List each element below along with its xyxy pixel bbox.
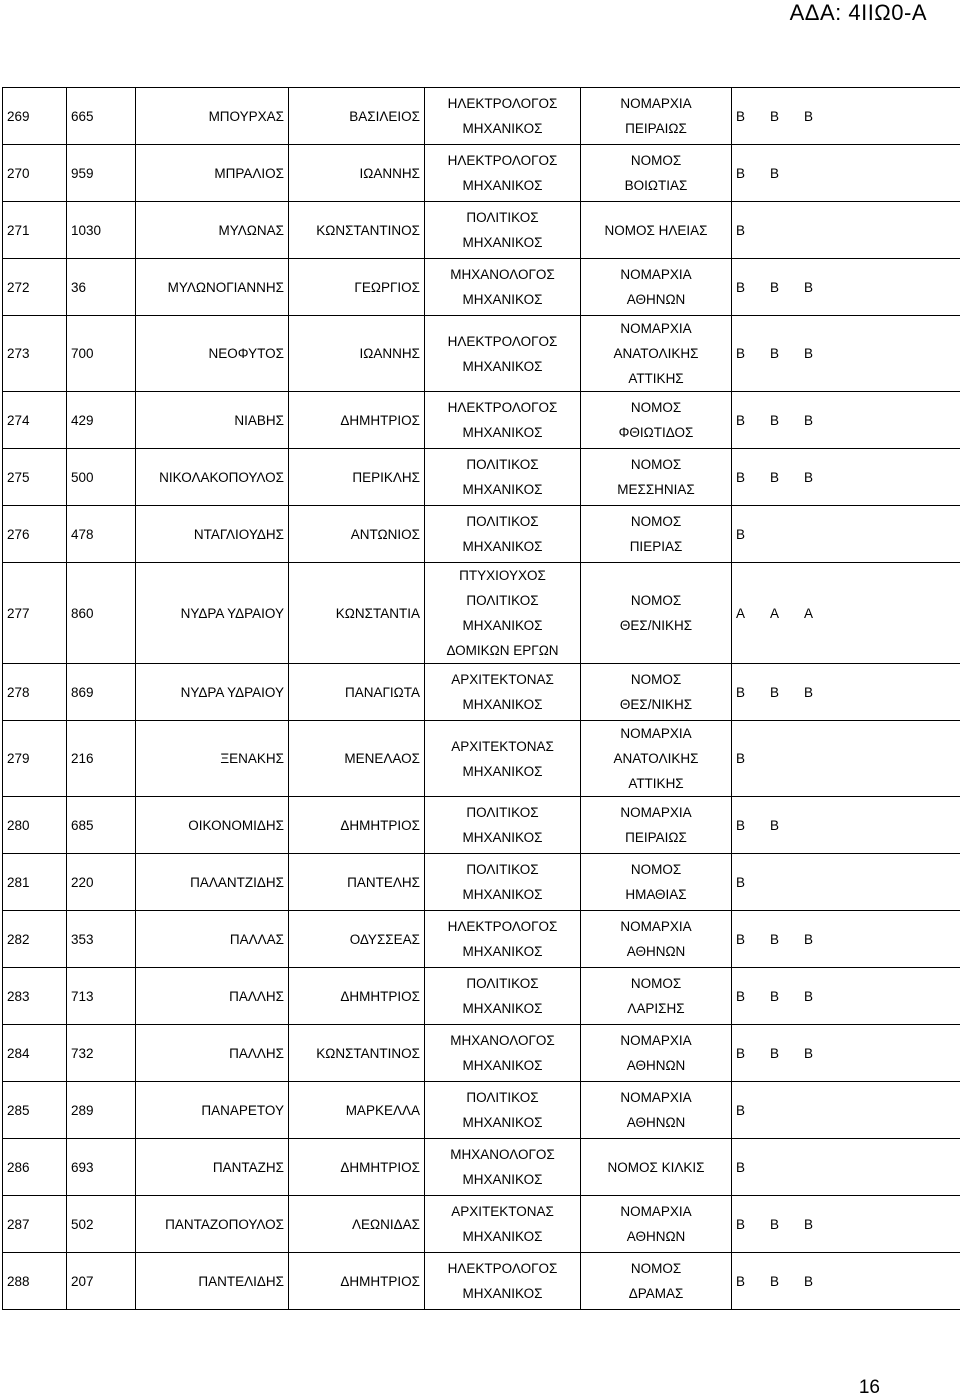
surname-cell: ΝΥΔΡΑ ΥΔΡΑΙΟΥ — [136, 664, 289, 721]
row-number: 280 — [3, 797, 67, 854]
specialty-line: ΠΟΛΙΤΙΚΟΣ — [466, 514, 539, 529]
grade-mark: Β — [804, 108, 814, 124]
grades-cell — [732, 854, 960, 911]
grade-mark: Β — [736, 526, 746, 542]
specialty-line: ΗΛΕΚΤΡΟΛΟΓΟΣ — [447, 96, 558, 111]
grade-mark: Β — [736, 279, 746, 295]
specialty-cell — [425, 664, 581, 721]
grade-mark: Α — [736, 605, 746, 621]
row-id: 713 — [67, 968, 136, 1025]
specialty-cell — [425, 316, 581, 392]
grades-cell — [732, 968, 960, 1025]
table-row — [3, 316, 960, 392]
region-line: ΝΟΜΑΡΧΙΑ — [620, 321, 692, 336]
row-id: 693 — [67, 1139, 136, 1196]
surname-cell: ΜΠΟΥΡΧΑΣ — [136, 88, 289, 145]
grades-cell — [732, 316, 960, 392]
grades-cell — [732, 1196, 960, 1253]
first-name-cell: ΙΩΑΝΝΗΣ — [289, 145, 425, 202]
grade-mark: Β — [804, 1273, 814, 1289]
first-name-cell: ΠΑΝΑΓΙΩΤΑ — [289, 664, 425, 721]
table-row — [3, 88, 960, 145]
specialty-line: ΗΛΕΚΤΡΟΛΟΓΟΣ — [447, 333, 558, 349]
first-name-cell: ΙΩΑΝΝΗΣ — [289, 316, 425, 392]
specialty-cell — [425, 854, 581, 911]
table-row — [3, 202, 960, 259]
specialty-cell — [425, 911, 581, 968]
grade-mark: Β — [804, 988, 814, 1004]
region-line: ΑΘΗΝΩΝ — [626, 1058, 686, 1073]
region-line: ΗΜΑΘΙΑΣ — [625, 887, 687, 902]
surname-cell: ΠΑΛΛΑΣ — [136, 911, 289, 968]
surname-cell: ΠΑΝΤΑΖΗΣ — [136, 1139, 289, 1196]
grade-mark: Β — [736, 1102, 746, 1118]
region-line: ΒΟΙΩΤΙΑΣ — [624, 178, 688, 193]
region-line: ΑΝΑΤΟΛΙΚΗΣ — [613, 346, 699, 361]
grades-cell — [732, 1082, 960, 1139]
region-line: ΝΟΜΑΡΧΙΑ — [620, 919, 692, 934]
row-number: 275 — [3, 449, 67, 506]
grade-mark: Β — [736, 469, 746, 485]
surname-cell: ΜΥΛΩΝΑΣ — [136, 202, 289, 259]
region-line: ΑΘΗΝΩΝ — [626, 1229, 686, 1244]
row-number: 285 — [3, 1082, 67, 1139]
specialty-line: ΠΟΛΙΤΙΚΟΣ — [466, 457, 539, 472]
grade-mark: Β — [736, 222, 746, 238]
specialty-line: ΠΟΛΙΤΙΚΟΣ — [466, 976, 539, 991]
table-row — [3, 392, 960, 449]
surname-cell: ΞΕΝΑΚΗΣ — [136, 721, 289, 797]
region-line: ΠΕΙΡΑΙΩΣ — [625, 121, 687, 136]
row-id: 1030 — [67, 202, 136, 259]
row-id: 289 — [67, 1082, 136, 1139]
grade-mark: Β — [770, 279, 780, 295]
grade-mark: Β — [736, 165, 746, 181]
specialty-cell — [425, 259, 581, 316]
first-name-cell: ΟΔΥΣΣΕΑΣ — [289, 911, 425, 968]
region-line: ΑΘΗΝΩΝ — [626, 292, 686, 307]
registry-table — [2, 87, 960, 1310]
row-number: 271 — [3, 202, 67, 259]
surname-cell: ΠΑΝΤΕΛΙΔΗΣ — [136, 1253, 289, 1310]
row-id: 36 — [67, 259, 136, 316]
specialty-cell — [425, 506, 581, 563]
grade-mark: Β — [736, 108, 746, 124]
region-line: ΑΝΑΤΟΛΙΚΗΣ — [613, 751, 699, 766]
row-number: 270 — [3, 145, 67, 202]
first-name-cell: ΠΑΝΤΕΛΗΣ — [289, 854, 425, 911]
first-name-cell: ΒΑΣΙΛΕΙΟΣ — [289, 88, 425, 145]
table-row — [3, 1253, 960, 1310]
grade-mark: Β — [736, 988, 746, 1004]
table-row — [3, 259, 960, 316]
specialty-line: ΜΗΧΑΝΙΚΟΣ — [462, 1229, 543, 1244]
surname-cell: ΠΑΛΛΗΣ — [136, 1025, 289, 1082]
grades-cell — [732, 797, 960, 854]
row-number: 288 — [3, 1253, 67, 1310]
table-row — [3, 1139, 960, 1196]
region-line: ΝΟΜΟΣ — [630, 976, 682, 991]
region-line: ΝΟΜΟΣ — [630, 400, 682, 415]
region-cell — [581, 449, 732, 506]
row-number: 272 — [3, 259, 67, 316]
specialty-cell — [425, 797, 581, 854]
grade-mark: Β — [804, 684, 814, 700]
specialty-line: ΜΗΧΑΝΟΛΟΓΟΣ — [450, 267, 555, 282]
specialty-line: ΜΗΧΑΝΙΚΟΣ — [462, 697, 543, 712]
region-cell — [581, 911, 732, 968]
grade-mark: Β — [804, 1216, 814, 1232]
region-line: ΛΑΡΙΣΗΣ — [627, 1001, 685, 1016]
specialty-line: ΜΗΧΑΝΙΚΟΣ — [462, 178, 543, 193]
grade-mark: Β — [736, 817, 746, 833]
row-number: 282 — [3, 911, 67, 968]
region-line: ΝΟΜΑΡΧΙΑ — [620, 805, 692, 820]
specialty-line: ΜΗΧΑΝΙΚΟΣ — [462, 1115, 543, 1130]
first-name-cell: ΚΩΝΣΤΑΝΤΙΑ — [289, 563, 425, 664]
first-name-cell: ΔΗΜΗΤΡΙΟΣ — [289, 797, 425, 854]
grades-cell — [732, 145, 960, 202]
specialty-line: ΠΤΥΧΙΟΥΧΟΣ — [459, 568, 546, 583]
region-cell — [581, 88, 732, 145]
row-id: 429 — [67, 392, 136, 449]
specialty-line: ΠΟΛΙΤΙΚΟΣ — [466, 862, 539, 877]
first-name-cell: ΚΩΝΣΤΑΝΤΙΝΟΣ — [289, 1025, 425, 1082]
surname-cell: ΜΥΛΩΝΟΓΙΑΝΝΗΣ — [136, 259, 289, 316]
grade-mark: Β — [736, 1273, 746, 1289]
specialty-cell — [425, 1196, 581, 1253]
table-row — [3, 1082, 960, 1139]
specialty-cell — [425, 1082, 581, 1139]
region-cell — [581, 797, 732, 854]
row-id: 220 — [67, 854, 136, 911]
row-number: 273 — [3, 316, 67, 392]
region-line: ΝΟΜΑΡΧΙΑ — [620, 1090, 692, 1105]
table-row — [3, 854, 960, 911]
specialty-line: ΗΛΕΚΤΡΟΛΟΓΟΣ — [447, 400, 558, 415]
specialty-cell — [425, 1025, 581, 1082]
specialty-cell — [425, 449, 581, 506]
region-cell — [581, 1139, 732, 1196]
region-line: ΝΟΜΑΡΧΙΑ — [620, 267, 692, 282]
region-cell — [581, 202, 732, 259]
row-number: 286 — [3, 1139, 67, 1196]
region-cell — [581, 1025, 732, 1082]
grade-mark: Β — [736, 1159, 746, 1175]
specialty-line: ΜΗΧΑΝΙΚΟΣ — [462, 763, 543, 779]
region-line: ΝΟΜΟΣ — [630, 153, 682, 168]
row-id: 216 — [67, 721, 136, 797]
grade-mark: Β — [736, 412, 746, 428]
specialty-line: ΗΛΕΚΤΡΟΛΟΓΟΣ — [447, 153, 558, 168]
region-line: ΝΟΜΟΣ ΗΛΕΙΑΣ — [604, 222, 708, 238]
first-name-cell: ΛΕΩΝΙΔΑΣ — [289, 1196, 425, 1253]
specialty-line: ΠΟΛΙΤΙΚΟΣ — [466, 1090, 539, 1105]
grade-mark: Β — [736, 874, 746, 890]
grades-cell — [732, 202, 960, 259]
row-number: 287 — [3, 1196, 67, 1253]
region-cell — [581, 721, 732, 797]
grade-mark: Β — [770, 1045, 780, 1061]
region-line: ΜΕΣΣΗΝΙΑΣ — [617, 482, 695, 497]
first-name-cell: ΑΝΤΩΝΙΟΣ — [289, 506, 425, 563]
table-row — [3, 145, 960, 202]
specialty-cell — [425, 392, 581, 449]
row-id: 869 — [67, 664, 136, 721]
row-number: 276 — [3, 506, 67, 563]
specialty-line: ΠΟΛΙΤΙΚΟΣ — [466, 805, 539, 820]
region-cell — [581, 1196, 732, 1253]
surname-cell: ΝΥΔΡΑ ΥΔΡΑΙΟΥ — [136, 563, 289, 664]
region-line: ΠΕΙΡΑΙΩΣ — [625, 830, 687, 845]
region-line: ΝΟΜΟΣ — [630, 1261, 682, 1276]
region-line: ΑΤΤΙΚΗΣ — [628, 776, 684, 791]
region-cell — [581, 563, 732, 664]
specialty-line: ΜΗΧΑΝΙΚΟΣ — [462, 482, 543, 497]
region-line: ΝΟΜΑΡΧΙΑ — [620, 96, 692, 111]
specialty-line: ΜΗΧΑΝΙΚΟΣ — [462, 292, 543, 307]
table-row — [3, 1025, 960, 1082]
grade-mark: Β — [770, 108, 780, 124]
region-line: ΔΡΑΜΑΣ — [628, 1286, 684, 1301]
specialty-line: ΜΗΧΑΝΙΚΟΣ — [462, 539, 543, 554]
grade-mark: Β — [770, 988, 780, 1004]
specialty-line: ΜΗΧΑΝΙΚΟΣ — [462, 1286, 543, 1301]
region-cell — [581, 145, 732, 202]
table-row — [3, 1196, 960, 1253]
grade-mark: Β — [804, 1045, 814, 1061]
grade-mark: Β — [770, 817, 780, 833]
first-name-cell: ΜΕΝΕΛΑΟΣ — [289, 721, 425, 797]
grade-mark: Β — [770, 1273, 780, 1289]
region-line: ΝΟΜΟΣ — [630, 672, 682, 687]
first-name-cell: ΠΕΡΙΚΛΗΣ — [289, 449, 425, 506]
specialty-line: ΜΗΧΑΝΙΚΟΣ — [462, 425, 543, 440]
row-id: 207 — [67, 1253, 136, 1310]
surname-cell: ΠΑΛΛΗΣ — [136, 968, 289, 1025]
region-cell — [581, 316, 732, 392]
region-line: ΝΟΜΟΣ — [630, 457, 682, 472]
first-name-cell: ΔΗΜΗΤΡΙΟΣ — [289, 1139, 425, 1196]
surname-cell: ΝΕΟΦΥΤΟΣ — [136, 316, 289, 392]
row-id: 732 — [67, 1025, 136, 1082]
grades-cell — [732, 259, 960, 316]
grade-mark: Β — [770, 346, 780, 361]
specialty-line: ΔΟΜΙΚΩΝ ΕΡΓΩΝ — [446, 643, 559, 658]
row-number: 277 — [3, 563, 67, 664]
specialty-line: ΜΗΧΑΝΙΚΟΣ — [462, 1172, 543, 1187]
region-line: ΘΕΣ/ΝΙΚΗΣ — [619, 697, 693, 712]
surname-cell: ΜΠΡΑΛΙΟΣ — [136, 145, 289, 202]
grade-mark: Α — [804, 605, 814, 621]
specialty-line: ΜΗΧΑΝΙΚΟΣ — [462, 944, 543, 959]
grade-mark: Β — [770, 469, 780, 485]
region-cell — [581, 1253, 732, 1310]
first-name-cell: ΔΗΜΗΤΡΙΟΣ — [289, 968, 425, 1025]
specialty-line: ΜΗΧΑΝΟΛΟΓΟΣ — [450, 1147, 555, 1162]
row-number: 279 — [3, 721, 67, 797]
grade-mark: Β — [804, 279, 814, 295]
page-number: 16 — [858, 1377, 880, 1398]
grade-mark: Β — [736, 931, 746, 947]
region-cell — [581, 259, 732, 316]
grades-cell — [732, 721, 960, 797]
grade-mark: Β — [736, 1216, 746, 1232]
specialty-line: ΜΗΧΑΝΙΚΟΣ — [462, 887, 543, 902]
region-cell — [581, 854, 732, 911]
grade-mark: Β — [804, 469, 814, 485]
row-id: 502 — [67, 1196, 136, 1253]
first-name-cell: ΓΕΩΡΓΙΟΣ — [289, 259, 425, 316]
grade-mark: Β — [736, 1045, 746, 1061]
grade-mark: Β — [770, 165, 780, 181]
specialty-line: ΠΟΛΙΤΙΚΟΣ — [466, 210, 539, 225]
table-row — [3, 968, 960, 1025]
row-number: 281 — [3, 854, 67, 911]
row-number: 284 — [3, 1025, 67, 1082]
region-line: ΑΘΗΝΩΝ — [626, 944, 686, 959]
specialty-line: ΜΗΧΑΝΙΚΟΣ — [462, 358, 543, 374]
first-name-cell: ΔΗΜΗΤΡΙΟΣ — [289, 392, 425, 449]
region-cell — [581, 392, 732, 449]
specialty-line: ΠΟΛΙΤΙΚΟΣ — [466, 593, 539, 608]
row-id: 860 — [67, 563, 136, 664]
grades-cell — [732, 392, 960, 449]
region-line: ΦΘΙΩΤΙΔΟΣ — [618, 425, 694, 440]
table-row — [3, 563, 960, 664]
region-line: ΑΤΤΙΚΗΣ — [628, 371, 684, 386]
grade-mark: Β — [736, 346, 746, 361]
region-line: ΝΟΜΑΡΧΙΑ — [620, 1033, 692, 1048]
grade-mark: Β — [770, 1216, 780, 1232]
specialty-cell — [425, 202, 581, 259]
row-id: 353 — [67, 911, 136, 968]
region-line: ΑΘΗΝΩΝ — [626, 1115, 686, 1130]
specialty-cell — [425, 968, 581, 1025]
region-line: ΝΟΜΟΣ — [630, 862, 682, 877]
specialty-cell — [425, 88, 581, 145]
region-cell — [581, 1082, 732, 1139]
table-row — [3, 506, 960, 563]
grades-cell — [732, 506, 960, 563]
grade-mark: Α — [770, 605, 780, 621]
row-id: 959 — [67, 145, 136, 202]
specialty-line: ΗΛΕΚΤΡΟΛΟΓΟΣ — [447, 1261, 558, 1276]
grade-mark: Β — [736, 751, 746, 766]
region-cell — [581, 968, 732, 1025]
grade-mark: Β — [736, 684, 746, 700]
row-id: 500 — [67, 449, 136, 506]
row-id: 685 — [67, 797, 136, 854]
specialty-line: ΑΡΧΙΤΕΚΤΟΝΑΣ — [451, 1204, 554, 1219]
region-line: ΝΟΜΑΡΧΙΑ — [620, 726, 692, 741]
surname-cell: ΝΤΑΓΛΙΟΥΔΗΣ — [136, 506, 289, 563]
specialty-cell — [425, 1253, 581, 1310]
row-number: 269 — [3, 88, 67, 145]
specialty-line: ΜΗΧΑΝΟΛΟΓΟΣ — [450, 1033, 555, 1048]
grade-mark: Β — [770, 684, 780, 700]
specialty-line: ΜΗΧΑΝΙΚΟΣ — [462, 1001, 543, 1016]
region-line: ΘΕΣ/ΝΙΚΗΣ — [619, 618, 693, 633]
surname-cell: ΝΙΑΒΗΣ — [136, 392, 289, 449]
specialty-cell — [425, 1139, 581, 1196]
region-line: ΠΙΕΡΙΑΣ — [629, 539, 683, 554]
row-number: 283 — [3, 968, 67, 1025]
grade-mark: Β — [804, 412, 814, 428]
region-line: ΝΟΜΟΣ ΚΙΛΚΙΣ — [607, 1159, 705, 1175]
grades-cell — [732, 1025, 960, 1082]
specialty-line: ΜΗΧΑΝΙΚΟΣ — [462, 830, 543, 845]
grades-cell — [732, 88, 960, 145]
grade-mark: Β — [804, 346, 814, 361]
first-name-cell: ΔΗΜΗΤΡΙΟΣ — [289, 1253, 425, 1310]
grade-mark: Β — [770, 931, 780, 947]
specialty-line: ΑΡΧΙΤΕΚΤΟΝΑΣ — [451, 672, 554, 687]
specialty-line: ΗΛΕΚΤΡΟΛΟΓΟΣ — [447, 919, 558, 934]
table-row — [3, 664, 960, 721]
surname-cell: ΟΙΚΟΝΟΜΙΔΗΣ — [136, 797, 289, 854]
specialty-line: ΜΗΧΑΝΙΚΟΣ — [462, 235, 543, 250]
surname-cell: ΠΑΝΑΡΕΤΟΥ — [136, 1082, 289, 1139]
specialty-line: ΑΡΧΙΤΕΚΤΟΝΑΣ — [451, 738, 554, 754]
region-cell — [581, 664, 732, 721]
surname-cell: ΝΙΚΟΛΑΚΟΠΟΥΛΟΣ — [136, 449, 289, 506]
table-row — [3, 911, 960, 968]
first-name-cell: ΚΩΝΣΤΑΝΤΙΝΟΣ — [289, 202, 425, 259]
specialty-cell — [425, 563, 581, 664]
grades-cell — [732, 449, 960, 506]
row-id: 665 — [67, 88, 136, 145]
table-body — [3, 88, 960, 1310]
row-number: 278 — [3, 664, 67, 721]
row-id: 478 — [67, 506, 136, 563]
row-number: 274 — [3, 392, 67, 449]
grades-cell — [732, 1253, 960, 1310]
specialty-line: ΜΗΧΑΝΙΚΟΣ — [462, 1058, 543, 1073]
table-row — [3, 449, 960, 506]
region-line: ΝΟΜΑΡΧΙΑ — [620, 1204, 692, 1219]
grades-cell — [732, 563, 960, 664]
region-line: ΝΟΜΟΣ — [630, 514, 682, 529]
row-id: 700 — [67, 316, 136, 392]
table-row — [3, 721, 960, 797]
grade-mark: Β — [770, 412, 780, 428]
first-name-cell: ΜΑΡΚΕΛΛΑ — [289, 1082, 425, 1139]
grades-cell — [732, 911, 960, 968]
grades-cell — [732, 1139, 960, 1196]
grades-cell — [732, 664, 960, 721]
specialty-line: ΜΗΧΑΝΙΚΟΣ — [462, 618, 543, 633]
region-cell — [581, 506, 732, 563]
document-code: ΑΔΑ: 4ΙΙΩ0-Α — [789, 0, 927, 25]
specialty-cell — [425, 721, 581, 797]
specialty-line: ΜΗΧΑΝΙΚΟΣ — [462, 121, 543, 136]
grade-mark: Β — [804, 931, 814, 947]
region-line: ΝΟΜΟΣ — [630, 593, 682, 608]
surname-cell: ΠΑΝΤΑΖΟΠΟΥΛΟΣ — [136, 1196, 289, 1253]
surname-cell: ΠΑΛΑΝΤΖΙΔΗΣ — [136, 854, 289, 911]
specialty-cell — [425, 145, 581, 202]
table-row — [3, 797, 960, 854]
